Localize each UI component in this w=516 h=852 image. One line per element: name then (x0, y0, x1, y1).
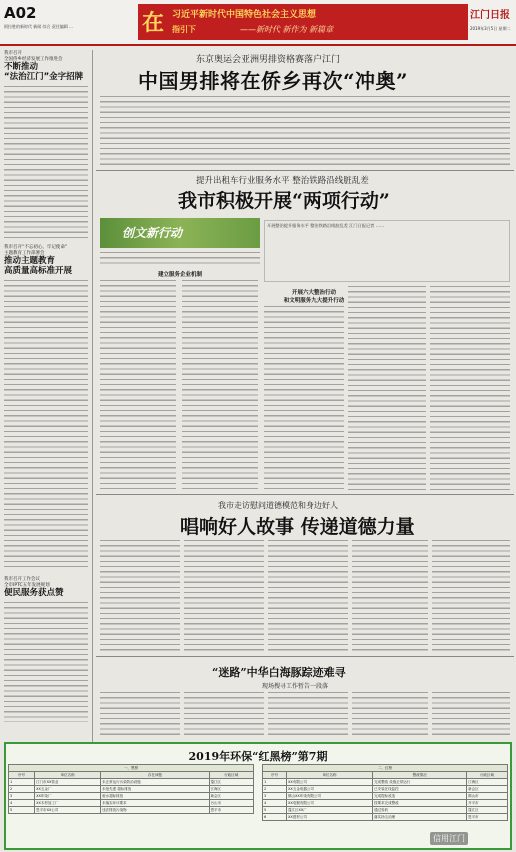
table-cell: 落实扬尘治理 (373, 814, 467, 821)
table-header: 存在问题 (101, 772, 209, 779)
story-headline: 中国男排将在侨乡再次“冲奥” (138, 69, 409, 93)
table-caption: 二、红榜 (263, 765, 508, 772)
table-header: 行政区域 (467, 772, 508, 779)
table-cell: 5 (9, 807, 35, 814)
header-meta: 阿拉胜的新时代 新闻 综合 责任编辑 ... (4, 24, 73, 29)
story-body (184, 692, 264, 736)
story-subtitle: 提升出租车行业服务水平 整治铁路沿线脏乱差 (196, 176, 369, 186)
story-lead: 开展整治提升服务水平 整治铁路沿线脏乱差 江门日报记者 …… (264, 220, 510, 282)
table-cell: 2 (263, 786, 287, 793)
table-cell: 未正常运行污染防治设施 (101, 779, 209, 786)
banner-slogan: ——新时代 新作为 新篇章 (240, 25, 334, 34)
article-headline: 便民服务获点赞 (4, 588, 64, 598)
table-header: 序号 (263, 772, 287, 779)
table-cell: 恩平市XX公司 (35, 807, 101, 814)
story-headline: 唱响好人故事 传递道德力量 (180, 516, 415, 538)
article-body (4, 86, 88, 238)
table-cell: 2 (9, 786, 35, 793)
table-cell: 恩平市 (467, 814, 508, 821)
table-row (263, 779, 508, 786)
table-header: 单位名称 (35, 772, 101, 779)
table-cell: XX印染厂 (35, 793, 101, 800)
table-cell: XX有限公司 (287, 779, 373, 786)
story-body (268, 540, 348, 652)
article-kicker: 我市召开 (4, 51, 22, 56)
story-body (268, 692, 348, 736)
section-heading: 和文明服务九大提升行动 (283, 298, 345, 304)
article-kicker: 全国侨乡经济发展工作推进会 (4, 57, 63, 62)
table-caption: 一、黑榜 (9, 765, 254, 772)
table-cell: 蓬江区 (467, 807, 508, 814)
table-cell: 未批先建 超标排放 (101, 786, 209, 793)
table-cell: 台山市 (209, 800, 253, 807)
article-kicker: 主题教育工作部署会 (4, 251, 45, 256)
banner-subtitle: 指引下 (172, 25, 196, 34)
table-cell: XX电镀有限公司 (287, 800, 373, 807)
table-row (9, 793, 254, 800)
page-number: A02 (4, 4, 37, 22)
table-header: 整改情况 (373, 772, 467, 779)
table-cell: 完成提标改造 (373, 793, 467, 800)
table-cell: 4 (9, 800, 35, 807)
article-body (4, 280, 88, 570)
story-body (184, 540, 264, 652)
table-cell: 3 (9, 793, 35, 800)
story-body (432, 692, 510, 736)
left-column (4, 50, 93, 800)
table-row (9, 779, 254, 786)
table-cell: 江海区 (209, 786, 253, 793)
table-row (9, 800, 254, 807)
table-cell: XX建材公司 (287, 814, 373, 821)
banner-title: 习近平新时代中国特色社会主义思想 (172, 10, 317, 20)
article-body (4, 602, 88, 722)
table-cell: 江门市XX管业 (35, 779, 101, 786)
table-cell: 鹤山市 (467, 793, 508, 800)
story-body (100, 96, 510, 166)
story-headline: 我市积极开展“两项行动” (178, 190, 390, 212)
table-cell: 5 (263, 807, 287, 814)
table-cell: 新会区 (209, 793, 253, 800)
box-title: 2019年环保“红黑榜”第7期 (188, 750, 328, 763)
story-body (100, 252, 260, 266)
section-heading: 开展六大整治行动 (291, 290, 336, 296)
story-body (100, 692, 180, 736)
divider (96, 170, 514, 171)
article-headline: 推动主题教育 (4, 256, 56, 266)
table-cell: 新会区 (467, 786, 508, 793)
table-cell: XX五金电器公司 (287, 786, 373, 793)
table-cell: XX五金厂 (35, 786, 101, 793)
issue-date: 2019年3月5日 星期二 (470, 26, 511, 31)
graphic-caption: 创文新行动 (122, 226, 183, 240)
story-body (348, 286, 426, 490)
table-row (263, 786, 508, 793)
table-cell: 完成整改 设施正常运行 (373, 779, 467, 786)
article-headline: “法治江门”金字招牌 (4, 72, 84, 82)
article-kicker: 我市召开工作会议 (4, 577, 40, 582)
table-cell: 鹤山XX印染有限公司 (287, 793, 373, 800)
story-subtitle: 现场搜寻工作暂告一段落 (262, 683, 329, 690)
banner-char: 在 (142, 10, 165, 36)
red-list-table (262, 764, 508, 821)
divider (96, 494, 514, 495)
table-row (263, 793, 508, 800)
story-body (182, 280, 258, 490)
table-cell: 江海区 (467, 779, 508, 786)
story-body (264, 306, 344, 490)
table-row (9, 807, 254, 814)
table-cell: 通过验收 (373, 807, 467, 814)
story-body (100, 280, 176, 490)
table-cell: 3 (263, 793, 287, 800)
section-heading: 建立服务企业机制 (157, 272, 202, 278)
story-body (352, 540, 428, 652)
table-cell: 违法排放污染物 (101, 807, 209, 814)
table-cell: 6 (263, 814, 287, 821)
table-cell: 蓬江区XX厂 (287, 807, 373, 814)
story-body (100, 540, 180, 652)
table-cell: 按要求完成整改 (373, 800, 467, 807)
table-cell: 4 (263, 800, 287, 807)
table-cell: 开平市 (467, 800, 508, 807)
table-header: 序号 (9, 772, 35, 779)
table-cell: 废水超标排放 (101, 793, 209, 800)
table-header: 行政区域 (209, 772, 253, 779)
table-header: 单位名称 (287, 772, 373, 779)
table-cell: 未落实环评要求 (101, 800, 209, 807)
table-row (263, 800, 508, 807)
story-subtitle: 东京奥运会亚洲男排资格赛落户江门 (196, 55, 341, 65)
table-cell: 1 (263, 779, 287, 786)
story-subtitle: 我市走访慰问道德模范和身边好人 (218, 501, 338, 510)
article-kicker: 我市召开“不忘初心、牢记使命” (4, 245, 68, 250)
table-row (9, 786, 254, 793)
story-body (430, 286, 510, 490)
table-cell: 已安装在线监控 (373, 786, 467, 793)
article-headline: 高质量高标准开展 (4, 266, 73, 276)
watermark-badge: 信用江门 (430, 832, 468, 845)
table-cell: XX木材加工厂 (35, 800, 101, 807)
newspaper-logo: 江门日报 (470, 10, 510, 21)
divider (96, 656, 514, 657)
story-headline: “迷路”中华白海豚踪迹难寻 (212, 666, 346, 679)
table-row (263, 814, 508, 821)
black-list-table (8, 764, 254, 814)
table-cell: 蓬江区 (209, 779, 253, 786)
table-cell: 1 (9, 779, 35, 786)
story-body (352, 692, 428, 736)
table-row (263, 807, 508, 814)
story-body (432, 540, 510, 652)
article-kicker: 全市IPTC五年发展规划 (4, 583, 50, 588)
table-cell: 恩平市 (209, 807, 253, 814)
article-headline: 不断推动 (4, 62, 39, 72)
